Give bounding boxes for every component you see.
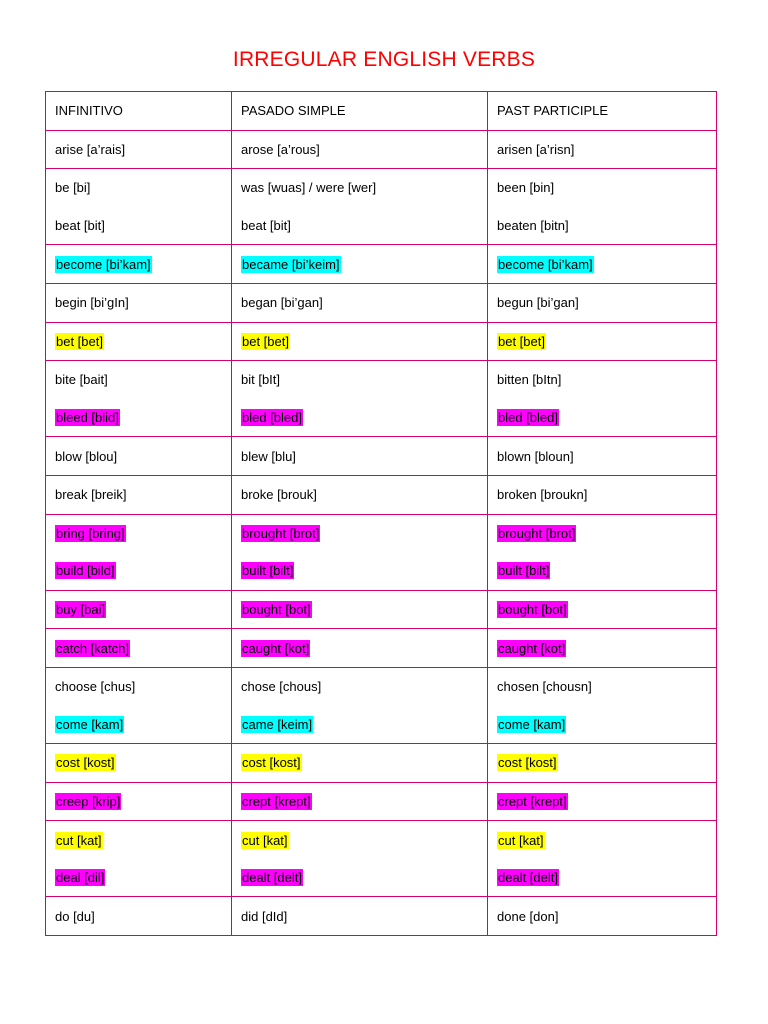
table-row — [46, 782, 717, 821]
infinitive-cell — [46, 629, 232, 668]
verb-form: cut [kat] — [242, 832, 288, 848]
verb-form: bit [bIt] — [241, 372, 281, 388]
verb-form: caught [kot] — [498, 640, 566, 656]
verb-form: bled [bled] — [242, 410, 302, 426]
table-header-row — [46, 92, 717, 131]
past-participle-cell — [488, 552, 717, 590]
table-row — [46, 322, 717, 361]
table-row — [46, 821, 717, 859]
infinitive-cell — [46, 590, 232, 629]
verb-form: came [keim] — [242, 716, 313, 732]
verb-form: creep [krip] — [56, 793, 121, 809]
table-row — [46, 590, 717, 629]
past-simple-cell — [232, 399, 488, 437]
verb-form: bought [bot] — [242, 602, 311, 618]
verb-form: build [bild] — [56, 563, 115, 579]
past-simple-cell — [232, 207, 488, 245]
verb-form: bet [bet] — [498, 333, 545, 349]
infinitive-cell — [46, 245, 232, 284]
past-simple-cell — [232, 245, 488, 284]
verb-form: catch [katch] — [56, 640, 129, 656]
infinitive-cell — [46, 667, 232, 705]
past-participle-cell — [488, 706, 717, 744]
verb-form: caught [kot] — [242, 640, 310, 656]
verb-form: choose [chus] — [55, 679, 136, 695]
table-row — [46, 361, 717, 399]
infinitive-cell — [46, 475, 232, 514]
verb-form: do [du] — [55, 908, 95, 924]
table-row — [46, 245, 717, 284]
verb-form: cost [kost] — [242, 755, 301, 771]
column-header-past-participle: PAST PARTICIPLE — [488, 92, 717, 131]
past-simple-cell — [232, 169, 488, 207]
verb-form: become [bi’kam] — [56, 256, 151, 272]
past-participle-cell — [488, 322, 717, 361]
past-participle-cell — [488, 207, 717, 245]
verb-form: buy [bai] — [56, 602, 106, 618]
infinitive-cell — [46, 897, 232, 936]
past-simple-cell — [232, 552, 488, 590]
verb-form: begun [bi’gan] — [497, 295, 579, 311]
infinitive-cell — [46, 744, 232, 783]
verb-form: cost [kost] — [56, 755, 115, 771]
past-participle-cell — [488, 245, 717, 284]
past-simple-cell — [232, 475, 488, 514]
verb-form: arisen [a’risn] — [497, 141, 575, 157]
verb-form: did [dId] — [241, 908, 288, 924]
past-simple-cell — [232, 629, 488, 668]
verb-form: bring [bring] — [56, 525, 125, 541]
verb-form: bite [bait] — [55, 372, 108, 388]
verb-form: become [bi’kam] — [498, 256, 593, 272]
infinitive-cell — [46, 399, 232, 437]
column-header-infinitive: INFINITIVO — [46, 92, 232, 131]
infinitive-cell — [46, 782, 232, 821]
past-simple-cell — [232, 514, 488, 552]
past-participle-cell — [488, 590, 717, 629]
table-row — [46, 552, 717, 590]
infinitive-cell — [46, 361, 232, 399]
verb-form: cut [kat] — [56, 832, 102, 848]
past-participle-cell — [488, 897, 717, 936]
verb-form: blown [bloun] — [497, 448, 574, 464]
past-simple-cell — [232, 706, 488, 744]
infinitive-cell — [46, 514, 232, 552]
past-participle-cell — [488, 859, 717, 897]
verb-form: arose [a’rous] — [241, 141, 320, 157]
verb-form: break [breik] — [55, 487, 127, 503]
verb-form: chose [chous] — [241, 679, 322, 695]
verb-form: done [don] — [497, 908, 559, 924]
verb-form: crept [krept] — [242, 793, 311, 809]
past-participle-cell — [488, 744, 717, 783]
verb-form: dealt [delt] — [498, 870, 558, 886]
verb-form: cost [kost] — [498, 755, 557, 771]
table-row — [46, 859, 717, 897]
infinitive-cell — [46, 283, 232, 322]
past-participle-cell — [488, 130, 717, 169]
verb-form: bitten [bItn] — [497, 372, 562, 388]
past-participle-cell — [488, 361, 717, 399]
past-simple-cell — [232, 437, 488, 476]
infinitive-cell — [46, 552, 232, 590]
verb-form: bled [bled] — [498, 410, 558, 426]
verb-form: built [bilt] — [242, 563, 294, 579]
verb-form: come [kam] — [498, 716, 566, 732]
verb-form: broke [brouk] — [241, 487, 317, 503]
past-simple-cell — [232, 283, 488, 322]
verb-form: beat [bit] — [55, 218, 105, 234]
past-simple-cell — [232, 361, 488, 399]
verb-form: come [kam] — [56, 716, 124, 732]
past-participle-cell — [488, 782, 717, 821]
past-simple-cell — [232, 130, 488, 169]
verb-form: brought [brot] — [498, 525, 576, 541]
infinitive-cell — [46, 706, 232, 744]
past-participle-cell — [488, 821, 717, 859]
verb-form: blew [blu] — [241, 448, 296, 464]
table-row — [46, 475, 717, 514]
page-title: IRREGULAR ENGLISH VERBS — [232, 48, 536, 71]
past-simple-cell — [232, 322, 488, 361]
verb-form: broken [broukn] — [497, 487, 588, 503]
table-row — [46, 667, 717, 705]
table-row — [46, 514, 717, 552]
past-simple-cell — [232, 744, 488, 783]
verb-form: bet [bet] — [242, 333, 289, 349]
verb-form: beat [bit] — [241, 218, 291, 234]
table-row — [46, 169, 717, 207]
past-participle-cell — [488, 283, 717, 322]
verb-form: begin [bi’gIn] — [55, 295, 129, 311]
verb-table — [45, 91, 717, 936]
infinitive-cell — [46, 130, 232, 169]
verb-form: been [bin] — [497, 180, 555, 196]
past-simple-cell — [232, 821, 488, 859]
verb-form: was [wuas] / were [wer] — [241, 180, 377, 196]
past-simple-cell — [232, 590, 488, 629]
past-participle-cell — [488, 475, 717, 514]
table-row — [46, 897, 717, 936]
verb-form: deal [dil] — [56, 870, 105, 886]
verb-form: crept [krept] — [498, 793, 567, 809]
table-row — [46, 744, 717, 783]
table-row — [46, 629, 717, 668]
past-simple-cell — [232, 897, 488, 936]
verb-form: built [bilt] — [498, 563, 550, 579]
past-simple-cell — [232, 859, 488, 897]
table-row — [46, 130, 717, 169]
past-simple-cell — [232, 782, 488, 821]
verb-form: dealt [delt] — [242, 870, 302, 886]
infinitive-cell — [46, 859, 232, 897]
table-row — [46, 437, 717, 476]
verb-form: be [bi] — [55, 180, 91, 196]
table-row — [46, 283, 717, 322]
past-participle-cell — [488, 629, 717, 668]
past-participle-cell — [488, 514, 717, 552]
table-row — [46, 706, 717, 744]
past-participle-cell — [488, 169, 717, 207]
verb-form: chosen [chousn] — [497, 679, 592, 695]
infinitive-cell — [46, 821, 232, 859]
verb-form: began [bi’gan] — [241, 295, 323, 311]
verb-form: bet [bet] — [56, 333, 103, 349]
past-participle-cell — [488, 437, 717, 476]
verb-form: beaten [bitn] — [497, 218, 569, 234]
past-participle-cell — [488, 667, 717, 705]
verb-form: bleed [blid] — [56, 410, 119, 426]
past-simple-cell — [232, 667, 488, 705]
verb-form: brought [brot] — [242, 525, 320, 541]
table-row — [46, 399, 717, 437]
column-header-past-simple: PASADO SIMPLE — [232, 92, 488, 131]
verb-form: blow [blou] — [55, 448, 118, 464]
infinitive-cell — [46, 207, 232, 245]
verb-form: bought [bot] — [498, 602, 567, 618]
infinitive-cell — [46, 437, 232, 476]
table-row — [46, 207, 717, 245]
verb-form: became [bi’keim] — [242, 256, 340, 272]
past-participle-cell — [488, 399, 717, 437]
verb-form: cut [kat] — [498, 832, 544, 848]
infinitive-cell — [46, 322, 232, 361]
infinitive-cell — [46, 169, 232, 207]
verb-form: arise [a’rais] — [55, 141, 126, 157]
